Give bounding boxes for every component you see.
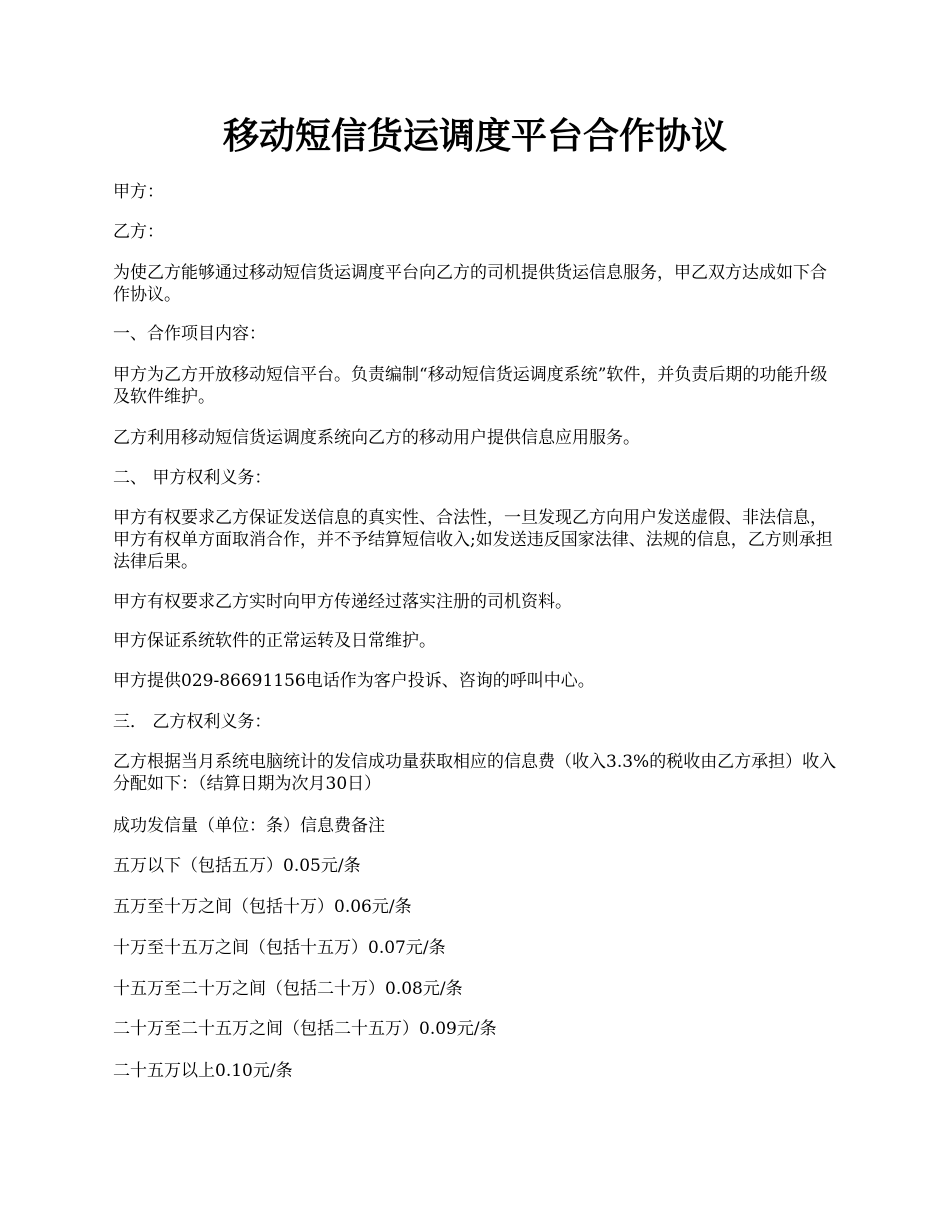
section-2-paragraph-4: 甲方提供029-86691156电话作为客户投诉、咨询的呼叫中心。 — [113, 671, 595, 691]
section-1-paragraph-2: 乙方利用移动短信货运调度系统向乙方的移动用户提供信息应用服务。 — [113, 428, 640, 448]
section-2-paragraph-1: 甲方有权要求乙方保证发送信息的真实性、合法性，一旦发现乙方向用户发送虚假、非法信息，甲方有权单方面取消合作，并不予结算短信收入;如发送违反国家法律、法规的信息，乙方则承担法律后果。 — [113, 508, 833, 572]
fee-tier-1: 五万以下（包括五万）0.05元/条 — [113, 856, 361, 876]
fee-tier-3: 十万至十五万之间（包括十五万）0.07元/条 — [113, 938, 446, 958]
fee-tier-6: 二十五万以上0.10元/条 — [113, 1061, 293, 1081]
section-3-heading: 三． 乙方权利义务： — [113, 712, 272, 732]
fee-tier-4: 十五万至二十万之间（包括二十万）0.08元/条 — [113, 979, 463, 999]
section-2-paragraph-2: 甲方有权要求乙方实时向甲方传递经过落实注册的司机资料。 — [113, 592, 572, 612]
party-b-line: 乙方： — [113, 222, 164, 242]
section-2-paragraph-3: 甲方保证系统软件的正常运转及日常维护。 — [113, 631, 436, 651]
fee-tier-2: 五万至十万之间（包括十万）0.06元/条 — [113, 897, 412, 917]
section-2-heading: 二、 甲方权利义务： — [113, 468, 272, 488]
section-1-paragraph-1: 甲方为乙方开放移动短信平台。负责编制“移动短信货运调度系统”软件，并负责后期的功能升级及软件维护。 — [113, 365, 828, 407]
section-1-heading: 一、合作项目内容： — [113, 324, 266, 344]
preamble-paragraph: 为使乙方能够通过移动短信货运调度平台向乙方的司机提供货运信息服务，甲乙双方达成如下合作协议。 — [113, 263, 827, 305]
document-title: 移动短信货运调度平台合作协议 — [222, 115, 727, 157]
section-3-paragraph-1: 乙方根据当月系统电脑统计的发信成功量获取相应的信息费（收入3.3%的税收由乙方承担）收入分配如下：（结算日期为次月30日） — [113, 752, 837, 794]
fee-tier-5: 二十万至二十五万之间（包括二十五万）0.09元/条 — [113, 1019, 497, 1039]
fee-table-header: 成功发信量（单位：条）信息费备注 — [113, 816, 385, 836]
party-a-line: 甲方： — [113, 182, 164, 202]
